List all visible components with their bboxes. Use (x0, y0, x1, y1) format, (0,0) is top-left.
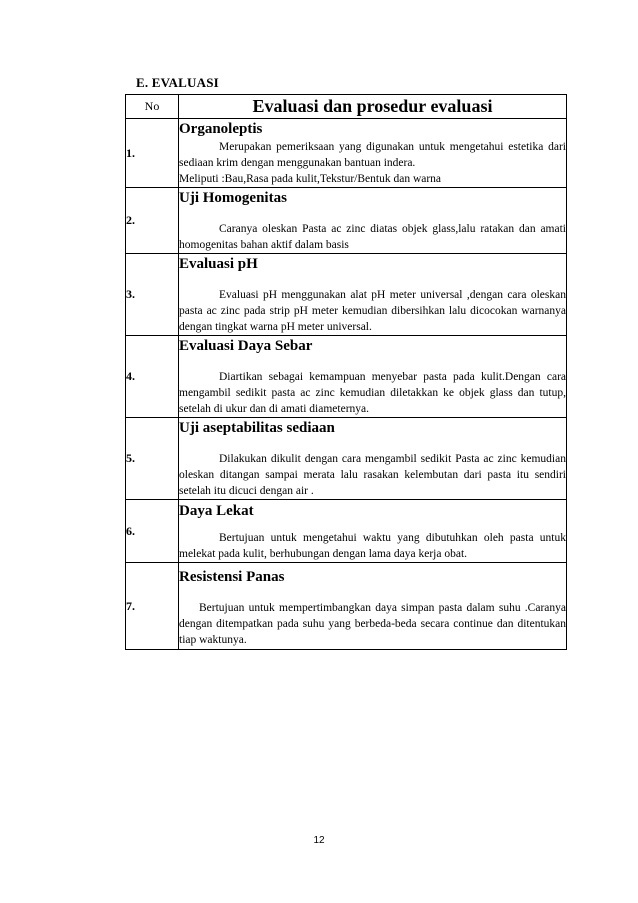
header-no: No (126, 95, 179, 119)
row-title: Organoleptis (179, 121, 263, 137)
row-content (179, 418, 567, 500)
table-row (126, 119, 567, 188)
row-content (179, 500, 567, 563)
table-row (126, 418, 567, 500)
row-title: Uji Homogenitas (179, 190, 287, 206)
table-row (126, 563, 567, 650)
table-row (126, 336, 567, 418)
evaluation-table (125, 94, 567, 650)
table-row (126, 500, 567, 563)
table-header-row (126, 95, 567, 119)
row-number: 7. (126, 563, 179, 650)
row-number: 6. (126, 500, 179, 563)
row-number: 2. (126, 188, 179, 254)
row-body: Bertujuan untuk mengetahui waktu yang dibutuhkan oleh pasta untuk melekat pada kulit, berhubungan dengan lama daya kerja obat. (179, 531, 566, 560)
row-title: Evaluasi pH (179, 256, 258, 272)
section-heading: E. EVALUASI (136, 75, 219, 90)
row-number: 3. (126, 254, 179, 336)
row-body: Evaluasi pH menggunakan alat pH meter universal ,dengan cara oleskan pasta ac zinc pada strip pH meter kemudian dibersihkan lalu dicocokan warnanya dengan tingkat warna pH meter universal. (179, 289, 566, 333)
row-content (179, 254, 567, 336)
row-content (179, 119, 567, 188)
row-body: Diartikan sebagai kemampuan menyebar pasta pada kulit.Dengan cara mengambil sedikit pasta ac zinc kemudian diletakkan ke objek glass dan tutup, setelah di ukur dan di amati diameternya. (179, 371, 566, 415)
row-content (179, 563, 567, 650)
row-title: Resistensi Panas (179, 569, 285, 585)
row-content (179, 188, 567, 254)
row-content (179, 336, 567, 418)
table-row (126, 254, 567, 336)
row-number: 1. (126, 119, 179, 188)
page-number: 12 (313, 835, 325, 846)
row-number: 5. (126, 418, 179, 500)
header-title: Evaluasi dan prosedur evaluasi (179, 95, 567, 119)
row-title: Evaluasi Daya Sebar (179, 338, 313, 354)
row-body: Caranya oleskan Pasta ac zinc diatas objek glass,lalu ratakan dan amati homogenitas bahan aktif dalam basis (179, 223, 566, 251)
row-title: Uji aseptabilitas sediaan (179, 420, 335, 436)
table-row (126, 188, 567, 254)
row-body: Dilakukan dikulit dengan cara mengambil sedikit Pasta ac zinc kemudian oleskan ditangan sampai merata lalu rasakan kelembutan dari pasta itu sendiri setelah itu dicuci dengan air . (179, 453, 566, 497)
row-body: Bertujuan untuk mempertimbangkan daya simpan pasta dalam suhu .Caranya dengan ditempatkan pada suhu yang berbeda-beda secara continue dan ditentukan tiap waktunya. (179, 602, 566, 646)
row-note: Meliputi :Bau,Rasa pada kulit,Tekstur/Bentuk dan warna (179, 173, 442, 185)
row-title: Daya Lekat (179, 502, 254, 519)
row-body: Merupakan pemeriksaan yang digunakan untuk mengetahui estetika dari sediaan krim dengan menggunakan bantuan indera. (179, 141, 566, 169)
row-number: 4. (126, 336, 179, 418)
